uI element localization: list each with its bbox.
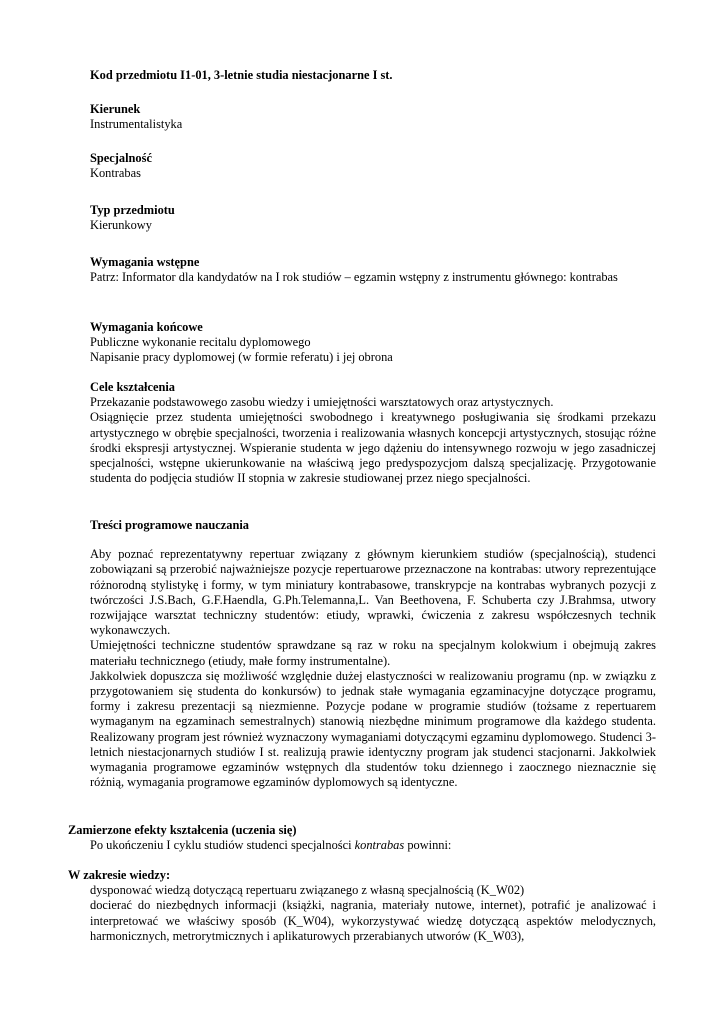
header-text: Kod przedmiotu I1-01, 3-letnie studia niestacjonarne I st. — [90, 68, 393, 82]
cele-paragraph: Osiągnięcie przez studenta umiejętności swobodnego i kreatywnego posługiwania się środkami przekazu artystycznego w obrębie specjalności, tworzenia i realizowania własnych koncepcji artystycznych, stosując różne środki ekspresji artystycznej. Wspieranie studenta w jego dążeniu do intensywnego rozwoju w jego zasadniczej specjalności, wstępne ukierunkowanie na właściwą jego predyspozycjom dalszą specjalizację. Przygotowanie studenta do podjęcia studiów II stopnia w zakresie studiowanej przez niego specjalności. — [90, 410, 656, 486]
section-tresci — [90, 518, 656, 790]
section-specjalnosc — [90, 151, 656, 181]
section-kierunek — [90, 102, 656, 132]
course-code-header — [90, 68, 656, 83]
specjalnosc-label: Specjalność — [90, 151, 152, 165]
section-wymagania-wstepne — [90, 255, 656, 285]
efekty-intro-after: powinni: — [404, 838, 452, 853]
cele-line1: Przekazanie podstawowego zasobu wiedzy i umiejętności warsztatowych oraz artystycznych. — [90, 395, 554, 410]
kierunek-value: Instrumentalistyka — [90, 117, 183, 132]
tresci-paragraph-2: Umiejętności techniczne studentów sprawdzane są raz w roku na specjalnym kolokwium i obejmują zakres materiału technicznego (etiudy, małe formy instrumentalne). — [90, 638, 656, 668]
wiedza-item-2: docierać do niezbędnych informacji (książki, nagrania, materiały nutowe, internet), potrafić je analizować i interpretować we właściwy sposób (K_W04), wykorzystywać wiedzę dotyczącą aspektów melodycznych, harmonicznych, metrorytmicznych i aplikaturowych przerabianych utworów (K_W03), — [90, 898, 656, 943]
tresci-paragraph-1: Aby poznać reprezentatywny repertuar związany z głównym kierunkiem studiów (specjalnością), studenci zobowiązani są przerobić najważniejsze pozycje repertuarowe przeznaczone na kontrabas: utwory reprezentujące różnorodną stylistykę i formy, w tym miniatury kontrabasowe, transkrypcje na kontrabas wybranych pozycji z twórczości J.S.Bach, G.F.Haendla, G.Ph.Telemanna,L. Van Beethovena, F. Schuberta czy J.Brahmsa, utwory rozwijające warsztat techniczny studentów: etiudy, wprawki, ćwiczenia z zakresu współczesnych technik wykonawczych. — [90, 547, 656, 638]
wymagania-koncowe-line: Napisanie pracy dyplomowej (w formie referatu) i jej obrona — [90, 350, 393, 365]
efekty-label: Zamierzone efekty kształcenia (uczenia się) — [68, 823, 297, 837]
section-typ — [90, 203, 656, 233]
specjalnosc-value: Kontrabas — [90, 166, 141, 181]
kierunek-label: Kierunek — [90, 102, 141, 116]
section-wiedza — [68, 868, 656, 944]
efekty-intro — [68, 838, 656, 853]
wymagania-wstepne-label: Wymagania wstępne — [90, 255, 200, 269]
efekty-intro-before: Po ukończeniu I cyklu studiów studenci specjalności — [90, 838, 355, 853]
section-wymagania-koncowe — [90, 320, 656, 366]
wymagania-wstepne-text: Patrz: Informator dla kandydatów na I rok studiów – egzamin wstępny z instrumentu głównego: kontrabas — [90, 270, 618, 285]
typ-value: Kierunkowy — [90, 218, 152, 233]
wiedza-label: W zakresie wiedzy: — [68, 868, 171, 882]
efekty-intro-italic: kontrabas — [354, 838, 405, 853]
cele-label: Cele kształcenia — [90, 380, 175, 394]
wymagania-koncowe-label: Wymagania końcowe — [90, 320, 203, 334]
tresci-label: Treści programowe nauczania — [90, 518, 249, 532]
tresci-paragraph-3: Jakkolwiek dopuszcza się możliwość względnie dużej elastyczności w realizowaniu programu (np. w związku z przygotowaniem się studenta do konkursów) to jednak stałe wymagania egzaminacyjne dotyczące programu, formy i zakresu prezentacji są niezmienne. Pozycje podane w programie studiów (tożsame z repertuarem wymaganym na egzaminach semestralnych) stanowią niezbędne minimum programowe dla każdego studenta. Realizowany program jest również wyznaczony wymaganiami dotyczącymi egzaminu dyplomowego. Studenci 3-letnich niestacjonarnych studiów I st. realizują prawie identyczny program jak studenci stacjonarni. Jakkolwiek wymagania programowe egzaminów wstępnych dla studentów toku dziennego i zaocznego nieznacznie się różnią, wymagania programowe egzaminów dyplomowych są identyczne. — [90, 668, 657, 790]
typ-label: Typ przedmiotu — [90, 203, 175, 217]
section-efekty — [68, 823, 656, 853]
wiedza-item-1: dysponować wiedzą dotyczącą repertuaru związanego z własną specjalnością (K_W02) — [90, 883, 525, 898]
section-cele — [90, 380, 656, 486]
wymagania-koncowe-line: Publiczne wykonanie recitalu dyplomowego — [90, 335, 311, 350]
